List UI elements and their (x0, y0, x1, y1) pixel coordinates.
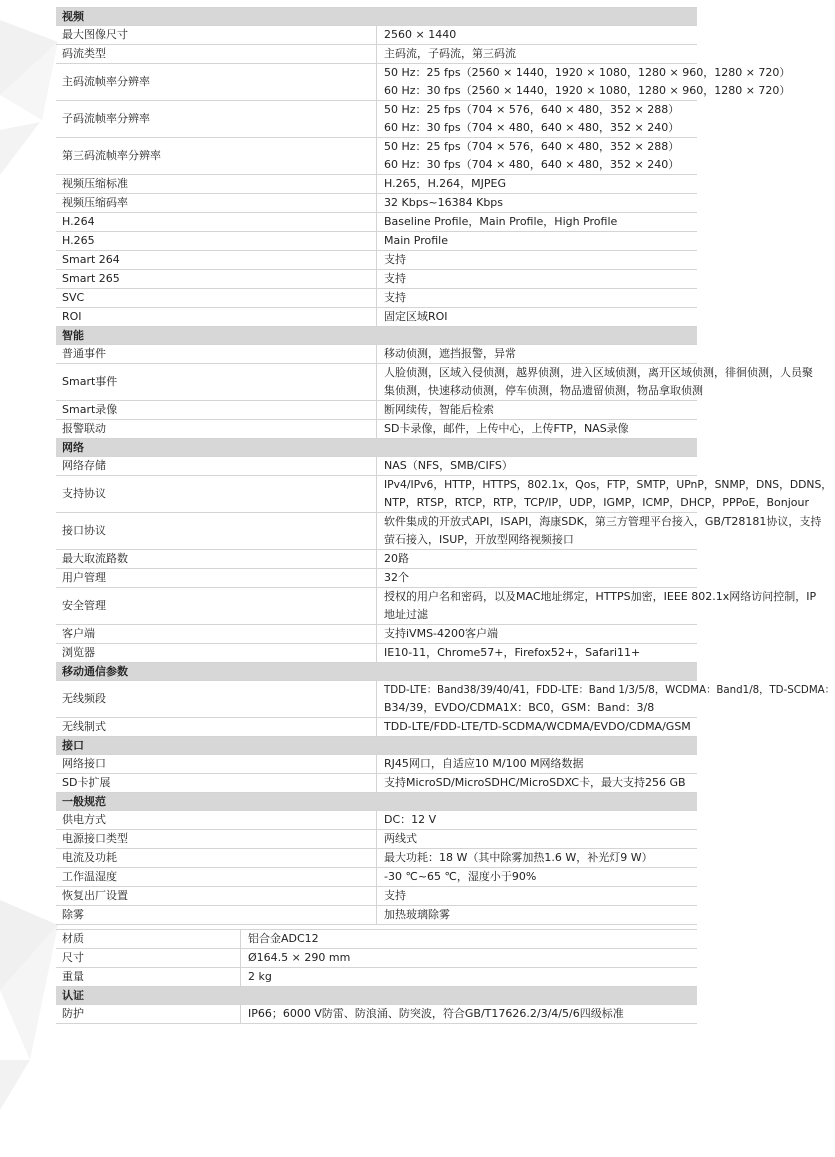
spec-value-line: IPv4/IPv6，HTTP，HTTPS，802.1x，Qos，FTP，SMTP，UPnP，SNMP，DNS，DDNS， (384, 478, 833, 491)
spec-row (56, 289, 697, 308)
spec-row (56, 101, 697, 138)
spec-value-line: 60 Hz：30 fps（704 × 480，640 × 480，352 × 240） (384, 158, 680, 171)
section-header-row (56, 8, 697, 26)
spec-label: 无线制式 (56, 718, 377, 737)
spec-row (56, 906, 697, 925)
spec-value-line: 60 Hz：30 fps（2560 × 1440，1920 × 1080，1280 × 960，1280 × 720） (384, 84, 791, 97)
spec-label: 最大图像尺寸 (56, 26, 377, 45)
spec-row (56, 457, 697, 476)
spec-label: Smart 264 (56, 251, 377, 270)
spec-row (56, 420, 697, 439)
spec-value-line: 支持MicroSD/MicroSDHC/MicroSDXC卡，最大支持256 GB (384, 776, 686, 789)
spec-value-line: 断网续传，智能后检索 (384, 403, 494, 416)
spec-row (56, 345, 697, 364)
spec-value-line: B34/39，EVDO/CDMA1X：BC0，GSM：Band：3/8 (384, 701, 655, 714)
spec-value (377, 849, 698, 868)
spec-label: 客户端 (56, 625, 377, 644)
spec-value-line: -30 ℃~65 ℃，湿度小于90% (384, 870, 537, 883)
spec-row (56, 755, 697, 774)
spec-label: 防护 (56, 1005, 241, 1024)
section-header-row (56, 439, 697, 457)
spec-value (377, 718, 698, 737)
spec-value-line: 两线式 (384, 832, 417, 845)
spec-value (377, 175, 698, 194)
spec-value (377, 308, 698, 327)
spec-label: 浏览器 (56, 644, 377, 663)
spec-label: 报警联动 (56, 420, 377, 439)
spec-row (56, 270, 697, 289)
spec-value-line: 2560 × 1440 (384, 28, 457, 41)
spec-row (56, 550, 697, 569)
spec-value-line: 地址过滤 (384, 608, 428, 621)
spec-row (56, 513, 697, 550)
spec-value-line: TDD-LTE/FDD-LTE/TD-SCDMA/WCDMA/EVDO/CDMA/GSM (384, 720, 691, 733)
spec-label: 除雾 (56, 906, 377, 925)
spec-label: 电源接口类型 (56, 830, 377, 849)
spec-value (241, 1005, 698, 1024)
section-title: 接口 (56, 737, 697, 755)
spec-value-line: Main Profile (384, 234, 448, 247)
spec-value (377, 420, 698, 439)
spec-row (56, 868, 697, 887)
spec-row (56, 718, 697, 737)
spec-table-main (56, 7, 835, 925)
spec-label: 支持协议 (56, 476, 377, 513)
spec-label: 网络存储 (56, 457, 377, 476)
spec-value (241, 930, 698, 949)
spec-label: 电流及功耗 (56, 849, 377, 868)
section-title: 认证 (56, 987, 697, 1005)
spec-value (377, 774, 698, 793)
spec-label: SVC (56, 289, 377, 308)
spec-label: 工作温湿度 (56, 868, 377, 887)
spec-value (377, 45, 698, 64)
spec-row (56, 569, 697, 588)
spec-row (56, 949, 697, 968)
spec-value (377, 345, 698, 364)
spec-value-line: NAS（NFS，SMB/CIFS） (384, 459, 513, 472)
spec-value-line: NTP，RTSP，RTCP，RTP，TCP/IP，UDP，IGMP，ICMP，DHCP，PPPoE，Bonjour (384, 496, 810, 509)
spec-value-line: 32个 (384, 571, 409, 584)
spec-value-line: 支持 (384, 272, 406, 285)
spec-value-line: 授权的用户名和密码，以及MAC地址绑定，HTTPS加密，IEEE 802.1x网络访问控制，IP (384, 590, 817, 603)
spec-value-line: Ø164.5 × 290 mm (248, 951, 351, 964)
spec-row (56, 26, 697, 45)
spec-label: 安全管理 (56, 588, 377, 625)
spec-value (377, 457, 698, 476)
spec-row (56, 849, 697, 868)
spec-value (377, 213, 698, 232)
spec-value-line: 人脸侦测，区域入侵侦测，越界侦测，进入区域侦测，离开区域侦测，徘徊侦测，人员聚 (384, 366, 813, 379)
spec-value-line: DC：12 V (384, 813, 437, 826)
section-title: 网络 (56, 439, 697, 457)
spec-value-line: 萤石接入，ISUP，开放型网络视频接口 (384, 533, 574, 546)
spec-value-line: 移动侦测，遮挡报警，异常 (384, 347, 516, 360)
spec-value-line: 集侦测，快速移动侦测，停车侦测，物品遗留侦测，物品拿取侦测 (384, 384, 703, 397)
spec-row (56, 644, 697, 663)
spec-label: 重量 (56, 968, 241, 987)
spec-row (56, 774, 697, 793)
spec-value-line: 支持iVMS-4200客户端 (384, 627, 499, 640)
spec-value-line: 支持 (384, 253, 406, 266)
spec-label: H.265 (56, 232, 377, 251)
spec-row (56, 45, 697, 64)
spec-row (56, 930, 697, 949)
spec-value (377, 101, 698, 138)
spec-value-line: 软件集成的开放式API，ISAPI，海康SDK，第三方管理平台接入，GB/T28181协议，支持 (384, 515, 822, 528)
spec-label: 无线频段 (56, 681, 377, 718)
spec-value (377, 364, 813, 401)
spec-row (56, 364, 697, 401)
spec-label: Smart事件 (56, 364, 377, 401)
spec-label: H.264 (56, 213, 377, 232)
spec-row (56, 401, 697, 420)
spec-value (377, 138, 698, 175)
spec-value (377, 644, 698, 663)
spec-row (56, 308, 697, 327)
spec-value (377, 550, 698, 569)
section-header-row (56, 737, 697, 755)
spec-row (56, 1005, 697, 1024)
spec-value-line: SD卡录像，邮件，上传中心，上传FTP，NAS录像 (384, 422, 629, 435)
spec-row (56, 968, 697, 987)
spec-value-line: 20路 (384, 552, 409, 565)
spec-value (377, 64, 791, 101)
spec-value (377, 868, 698, 887)
spec-row (56, 213, 697, 232)
spec-label: 视频压缩标准 (56, 175, 377, 194)
spec-row (56, 251, 697, 270)
spec-value (377, 569, 698, 588)
spec-value-line: 加热玻璃除雾 (384, 908, 450, 921)
section-title: 视频 (56, 8, 697, 26)
spec-value-line: 50 Hz：25 fps（704 × 576，640 × 480，352 × 288） (384, 103, 680, 116)
spec-label: 码流类型 (56, 45, 377, 64)
spec-label: 网络接口 (56, 755, 377, 774)
spec-row (56, 887, 697, 906)
spec-value (377, 194, 698, 213)
spec-row (56, 588, 697, 625)
spec-value (377, 681, 835, 718)
spec-row (56, 138, 697, 175)
spec-value-line: 60 Hz：30 fps（704 × 480，640 × 480，352 × 240） (384, 121, 680, 134)
spec-label: 视频压缩码率 (56, 194, 377, 213)
spec-value (377, 270, 698, 289)
spec-value-line: 固定区域ROI (384, 310, 448, 323)
spec-label: 尺寸 (56, 949, 241, 968)
spec-value-line: RJ45网口，自适应10 M/100 M网络数据 (384, 757, 584, 770)
spec-value (377, 755, 698, 774)
section-title: 智能 (56, 327, 697, 345)
spec-label: 材质 (56, 930, 241, 949)
spec-value (377, 251, 698, 270)
spec-label: 恢复出厂设置 (56, 887, 377, 906)
spec-value-line: 32 Kbps~16384 Kbps (384, 196, 504, 209)
spec-value (377, 232, 698, 251)
spec-value (377, 476, 833, 513)
spec-row (56, 830, 697, 849)
spec-value-line: 最大功耗：18 W（其中除雾加热1.6 W，补光灯9 W） (384, 851, 653, 864)
spec-row (56, 175, 697, 194)
spec-value (377, 906, 698, 925)
section-header-row (56, 327, 697, 345)
spec-value-line: 50 Hz：25 fps（704 × 576，640 × 480，352 × 288） (384, 140, 680, 153)
spec-label: SD卡扩展 (56, 774, 377, 793)
spec-label: ROI (56, 308, 377, 327)
spec-value (377, 811, 698, 830)
spec-label: 普通事件 (56, 345, 377, 364)
spec-row (56, 232, 697, 251)
spec-value-line: 支持 (384, 889, 406, 902)
spec-value-line: 主码流，子码流，第三码流 (384, 47, 516, 60)
spec-value (377, 887, 698, 906)
spec-row (56, 681, 697, 718)
spec-value-line: Baseline Profile，Main Profile，High Profile (384, 215, 618, 228)
spec-value (241, 949, 698, 968)
spec-value (377, 625, 698, 644)
spec-value (377, 289, 698, 308)
spec-label: Smart录像 (56, 401, 377, 420)
spec-table-secondary (56, 929, 697, 1024)
spec-value-line: 铝合金ADC12 (248, 932, 319, 945)
spec-value (241, 968, 698, 987)
section-title: 一般规范 (56, 793, 697, 811)
spec-value (377, 401, 698, 420)
spec-row (56, 64, 697, 101)
section-header-row (56, 663, 697, 681)
spec-value-line: IP66；6000 V防雷、防浪涌、防突波，符合GB/T17626.2/3/4/5/6四级标准 (248, 1007, 624, 1020)
spec-row (56, 811, 697, 830)
spec-row (56, 194, 697, 213)
spec-value-line: TDD-LTE：Band38/39/40/41，FDD-LTE：Band 1/3/5/8，WCDMA：Band1/8，TD-SCDMA： (384, 684, 835, 696)
spec-value (377, 513, 822, 550)
spec-label: 第三码流帧率分辨率 (56, 138, 377, 175)
spec-label: 接口协议 (56, 513, 377, 550)
spec-label: 供电方式 (56, 811, 377, 830)
spec-label: 子码流帧率分辨率 (56, 101, 377, 138)
spec-value-line: IE10-11，Chrome57+，Firefox52+，Safari11+ (384, 646, 641, 659)
spec-label: 最大取流路数 (56, 550, 377, 569)
spec-label: 主码流帧率分辨率 (56, 64, 377, 101)
section-header-row (56, 987, 697, 1005)
spec-value-line: H.265，H.264，MJPEG (384, 177, 506, 190)
spec-value (377, 588, 817, 625)
spec-value-line: 2 kg (248, 970, 272, 983)
spec-row (56, 625, 697, 644)
spec-value-line: 50 Hz：25 fps（2560 × 1440，1920 × 1080，1280 × 960，1280 × 720） (384, 66, 791, 79)
spec-label: 用户管理 (56, 569, 377, 588)
spec-value-line: 支持 (384, 291, 406, 304)
spec-row (56, 476, 697, 513)
spec-label: Smart 265 (56, 270, 377, 289)
section-title: 移动通信参数 (56, 663, 697, 681)
spec-value (377, 830, 698, 849)
section-header-row (56, 793, 697, 811)
spec-value (377, 26, 698, 45)
